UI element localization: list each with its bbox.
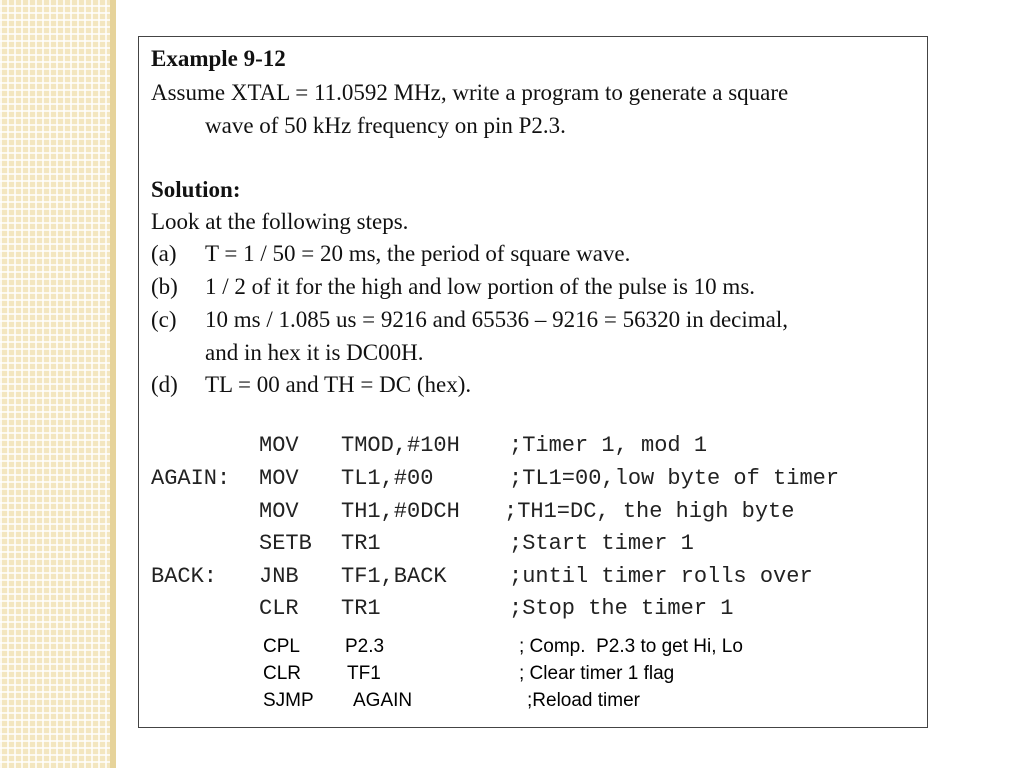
code-operand: TH1,#0DCH [341,499,460,524]
step-text: T = 1 / 50 = 20 ms, the period of square wave. [205,241,631,266]
code-op: MOV [259,499,299,524]
step-label: (b) [151,274,178,299]
code-op: MOV [259,433,299,458]
extra-code-operand: TF1 [347,663,381,684]
example-title: Example 9-12 [151,46,286,71]
extra-code-comment: ; Clear timer 1 flag [519,663,675,684]
extra-code-op: CLR [263,663,302,684]
step-label: (c) [151,307,177,332]
code-comment: ;TL1=00,low byte of timer [509,466,840,491]
step-label: (a) [151,241,177,266]
code-operand: TMOD,#10H [341,433,460,458]
step-text: 10 ms / 1.085 us = 9216 and 65536 – 9216 = 56320 in decimal, [205,307,789,332]
code-op: MOV [259,466,299,491]
decorative-grid-strip [0,0,110,768]
step-text-continued: and in hex it is DC00H. [205,340,424,365]
code-operand: TR1 [341,531,381,556]
code-label: BACK: [151,564,218,589]
solution-intro: Look at the following steps. [151,209,409,234]
solution-heading: Solution: [151,177,241,202]
code-comment: ;Stop the timer 1 [509,596,734,621]
code-comment: ;Timer 1, mod 1 [509,433,708,458]
step-text: 1 / 2 of it for the high and low portion of the pulse is 10 ms. [205,274,756,299]
extra-code-op: CPL [263,636,300,657]
decorative-strip-edge [110,0,116,768]
extra-code-operand: P2.3 [345,636,385,657]
extra-code-op: SJMP [263,690,314,711]
step-text: TL = 00 and TH = DC (hex). [205,372,472,397]
code-operand: TF1,BACK [341,564,447,589]
code-comment: ;TH1=DC, the high byte [504,499,795,524]
code-comment: ;Start timer 1 [509,531,694,556]
code-op: SETB [259,531,312,556]
extra-code-operand: AGAIN [353,690,413,711]
problem-line-1: Assume XTAL = 11.0592 MHz, write a program to generate a square [151,80,789,105]
code-label: AGAIN: [151,466,231,491]
code-op: CLR [259,596,299,621]
problem-line-2: wave of 50 kHz frequency on pin P2.3. [205,113,566,138]
code-op: JNB [259,564,299,589]
code-comment: ;until timer rolls over [509,564,813,589]
code-operand: TR1 [341,596,381,621]
extra-code-comment: ;Reload timer [527,690,640,711]
extra-code-comment: ; Comp. P2.3 to get Hi, Lo [519,636,743,657]
step-label: (d) [151,372,178,397]
code-operand: TL1,#00 [341,466,434,491]
example-panel [138,36,928,728]
